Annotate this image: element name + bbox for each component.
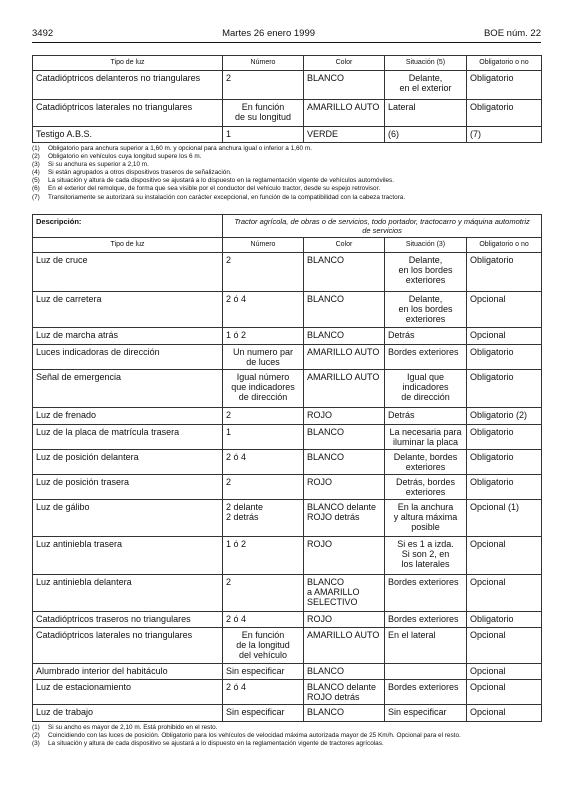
- cell-situacion: Delante, en el exterior: [385, 71, 467, 100]
- description-label: Descripción:: [33, 214, 223, 237]
- cell-color: AMARILLO AUTO: [304, 344, 385, 369]
- cell-tipo: Luz de trabajo: [33, 704, 223, 721]
- cell-numero: 2: [223, 252, 304, 291]
- cell-obligatorio: Opcional: [467, 574, 542, 611]
- footnote: [32, 194, 541, 202]
- cell-obligatorio: Obligatorio: [467, 100, 542, 127]
- cell-tipo: Alumbrado interior del habitáculo: [33, 663, 223, 679]
- footnote-number: (6): [32, 185, 40, 193]
- footnote: [32, 177, 541, 185]
- cell-color: BLANCO: [304, 704, 385, 721]
- column-header-row: [33, 237, 542, 252]
- cell-tipo: Luz antiniebla trasera: [33, 536, 223, 574]
- cell-color: BLANCO a AMARILLO SELECTIVO: [304, 574, 385, 611]
- footnote-text: Si están agrupados a otros dispositivos traseros de señalización.: [48, 169, 232, 177]
- issue-date: Martes 26 enero 1999: [222, 28, 316, 39]
- column-header: Situación (5): [385, 56, 467, 71]
- cell-numero: 2: [223, 574, 304, 611]
- cell-situacion: Delante, bordes exteriores: [385, 449, 467, 474]
- cell-tipo: Luz de la placa de matrícula trasera: [33, 424, 223, 449]
- cell-situacion: Lateral: [385, 100, 467, 127]
- table-row: [33, 127, 542, 143]
- table-row: [33, 499, 542, 536]
- cell-tipo: Luz antiniebla delantera: [33, 574, 223, 611]
- footnote-text: La situación y altura de cada dispositivo se ajustará a lo dispuesto en la reglamentación vigente de vehículos automóviles.: [48, 177, 395, 185]
- cell-situacion: Delante, en los bordes exteriores: [385, 252, 467, 291]
- cell-color: BLANCO: [304, 327, 385, 344]
- cell-obligatorio: Obligatorio: [467, 369, 542, 407]
- footnote: [32, 153, 541, 161]
- column-header: Color: [304, 56, 385, 71]
- page-header: [32, 28, 541, 41]
- page-number: 3492: [32, 28, 54, 39]
- footnote: [32, 724, 541, 732]
- footnote-number: (2): [32, 731, 40, 739]
- column-header: Tipo de luz: [33, 56, 223, 71]
- cell-numero: 2 ó 4: [223, 291, 304, 327]
- table-row: [33, 449, 542, 474]
- cell-color: BLANCO: [304, 252, 385, 291]
- cell-obligatorio: Opcional: [467, 536, 542, 574]
- journal-number: BOE núm. 22: [483, 28, 541, 39]
- table-row: [33, 611, 542, 627]
- cell-tipo: Catadióptricos traseros no triangulares: [33, 611, 223, 627]
- cell-situacion: Bordes exteriores: [385, 574, 467, 611]
- cell-tipo: Luz de marcha atrás: [33, 327, 223, 344]
- footnote-text: Si su anchura es superior a 2,10 m.: [48, 161, 149, 169]
- cell-tipo: Luz de cruce: [33, 252, 223, 291]
- cell-numero: 2 ó 4: [223, 679, 304, 704]
- table-row: [33, 369, 542, 407]
- column-header: Obligatorio o no: [467, 237, 542, 252]
- cell-obligatorio: Obligatorio: [467, 71, 542, 100]
- cell-numero: Sin especificar: [223, 663, 304, 679]
- cell-tipo: Luces indicadoras de dirección: [33, 344, 223, 369]
- lights-table-1: [32, 55, 542, 143]
- table-row: [33, 679, 542, 704]
- table-row: [33, 407, 542, 424]
- footnote-number: (3): [32, 161, 40, 169]
- table-row: [33, 424, 542, 449]
- cell-tipo: Luz de posición trasera: [33, 474, 223, 499]
- table-2-notes: [32, 724, 541, 748]
- table-row: [33, 327, 542, 344]
- footnote-text: La situación y altura de cada dispositivo se ajustará a lo dispuesto en la reglamentación vigente de tractores agrícolas.: [48, 739, 384, 747]
- cell-color: BLANCO: [304, 71, 385, 100]
- cell-numero: Un numero par de luces: [223, 344, 304, 369]
- page: [32, 28, 541, 748]
- cell-tipo: Luz de estacionamiento: [33, 679, 223, 704]
- footnote-number: (1): [32, 145, 40, 152]
- cell-situacion: Si es 1 a izda. Si son 2, en los laterales: [385, 536, 467, 574]
- cell-color: ROJO: [304, 611, 385, 627]
- cell-situacion: Bordes exteriores: [385, 611, 467, 627]
- cell-color: VERDE: [304, 127, 385, 143]
- cell-color: AMARILLO AUTO: [304, 369, 385, 407]
- cell-tipo: Catadióptricos delanteros no triangulares: [33, 71, 223, 100]
- cell-numero: Sin especificar: [223, 704, 304, 721]
- cell-color: ROJO: [304, 407, 385, 424]
- cell-tipo: Señal de emergencia: [33, 369, 223, 407]
- column-header: Número: [223, 56, 304, 71]
- footnote: [32, 161, 541, 169]
- footnote-text: Obligatorio en vehículos cuya longitud supere los 6 m.: [48, 153, 202, 161]
- cell-obligatorio: Obligatorio: [467, 252, 542, 291]
- cell-obligatorio: (7): [467, 127, 542, 143]
- footnote: [32, 732, 541, 740]
- footnote-number: (7): [32, 193, 40, 201]
- cell-color: BLANCO: [304, 663, 385, 679]
- table-row: [33, 474, 542, 499]
- cell-situacion: En el lateral: [385, 627, 467, 663]
- cell-obligatorio: Obligatorio: [467, 474, 542, 499]
- cell-obligatorio: Opcional: [467, 327, 542, 344]
- footnote-text: En el exterior del remolque, de forma que sea visible por el conductor del vehículo tractor, desde su espejo retrovisor.: [48, 185, 381, 193]
- cell-tipo: Luz de frenado: [33, 407, 223, 424]
- table-1-notes: [32, 145, 541, 202]
- cell-situacion: Detrás, bordes exteriores: [385, 474, 467, 499]
- cell-numero: Igual número que indicadores de dirección: [223, 369, 304, 407]
- cell-obligatorio: Opcional: [467, 627, 542, 663]
- cell-obligatorio: Obligatorio: [467, 611, 542, 627]
- cell-situacion: En la anchura y altura máxima posible: [385, 499, 467, 536]
- cell-tipo: Testigo A.B.S.: [33, 127, 223, 143]
- cell-color: AMARILLO AUTO: [304, 627, 385, 663]
- cell-numero: 2: [223, 407, 304, 424]
- cell-numero: En función de la longitud del vehículo: [223, 627, 304, 663]
- table-row: [33, 536, 542, 574]
- cell-tipo: Luz de posición delantera: [33, 449, 223, 474]
- cell-numero: 1 ó 2: [223, 536, 304, 574]
- cell-obligatorio: Opcional: [467, 291, 542, 327]
- cell-color: BLANCO: [304, 449, 385, 474]
- cell-tipo: Catadióptricos laterales no triangulares: [33, 627, 223, 663]
- lights-table-2: [32, 214, 542, 722]
- cell-color: BLANCO delante ROJO detrás: [304, 679, 385, 704]
- cell-obligatorio: Opcional (1): [467, 499, 542, 536]
- cell-numero: 1 ó 2: [223, 327, 304, 344]
- footnote-number: (3): [32, 739, 40, 747]
- cell-situacion: [385, 663, 467, 679]
- cell-color: ROJO: [304, 536, 385, 574]
- column-header: Color: [304, 237, 385, 252]
- header-rule: [32, 42, 541, 43]
- cell-situacion: Igual que indicadores de dirección: [385, 369, 467, 407]
- cell-color: BLANCO delante ROJO detrás: [304, 499, 385, 536]
- table-row: [33, 663, 542, 679]
- cell-obligatorio: Opcional: [467, 663, 542, 679]
- column-header: Obligatorio o no: [467, 56, 542, 71]
- cell-situacion: Bordes exteriores: [385, 679, 467, 704]
- column-header: Número: [223, 237, 304, 252]
- cell-numero: 2 ó 4: [223, 611, 304, 627]
- table-row: [33, 704, 542, 721]
- cell-color: ROJO: [304, 474, 385, 499]
- cell-situacion: La necesaria para iluminar la placa: [385, 424, 467, 449]
- cell-color: AMARILLO AUTO: [304, 100, 385, 127]
- cell-situacion: Delante, en los bordes exteriores: [385, 291, 467, 327]
- table-row: [33, 574, 542, 611]
- footnote: [32, 145, 541, 153]
- cell-numero: 2: [223, 71, 304, 100]
- table-row: [33, 252, 542, 291]
- column-header: Tipo de luz: [33, 237, 223, 252]
- cell-tipo: Luz de gálibo: [33, 499, 223, 536]
- cell-obligatorio: Opcional: [467, 704, 542, 721]
- cell-numero: En función de su longitud: [223, 100, 304, 127]
- cell-situacion: (6): [385, 127, 467, 143]
- table-row: [33, 291, 542, 327]
- table-row: [33, 71, 542, 100]
- footnote-text: Transitoriamente se autorizará su instalación con carácter excepcional, en función de la compatibilidad con la cabeza tractora.: [48, 193, 406, 201]
- cell-numero: 1: [223, 127, 304, 143]
- footnote: [32, 740, 541, 748]
- cell-situacion: Sin especificar: [385, 704, 467, 721]
- description-row: [33, 214, 542, 237]
- footnote-number: (5): [32, 177, 40, 185]
- footnote-text: Obligatorio para anchura superior a 1,60 m. y opcional para anchura igual o inferior a 1,60 m.: [48, 145, 312, 152]
- cell-tipo: Luz de carretera: [33, 291, 223, 327]
- footnote-text: Si su ancho es mayor de 2,10 m. Está prohibido en el resto.: [48, 723, 218, 731]
- table-row: [33, 344, 542, 369]
- table-row: [33, 100, 542, 127]
- footnote: [32, 185, 541, 193]
- cell-obligatorio: Obligatorio (2): [467, 407, 542, 424]
- column-header-row: [33, 56, 542, 71]
- description-value: Tractor agrícola, de obras o de servicios, todo portador, tractocarro y máquina automotriz de servicios: [223, 214, 542, 237]
- cell-color: BLANCO: [304, 424, 385, 449]
- cell-obligatorio: Obligatorio: [467, 344, 542, 369]
- cell-numero: 1: [223, 424, 304, 449]
- cell-obligatorio: Obligatorio: [467, 424, 542, 449]
- table-row: [33, 627, 542, 663]
- cell-situacion: Detrás: [385, 327, 467, 344]
- cell-numero: 2 delante 2 detrás: [223, 499, 304, 536]
- cell-situacion: Bordes exteriores: [385, 344, 467, 369]
- cell-color: BLANCO: [304, 291, 385, 327]
- footnote-number: (2): [32, 153, 40, 161]
- cell-numero: 2: [223, 474, 304, 499]
- cell-tipo: Catadióptricos laterales no triangulares: [33, 100, 223, 127]
- cell-obligatorio: Obligatorio: [467, 449, 542, 474]
- cell-numero: 2 ó 4: [223, 449, 304, 474]
- footnote-number: (4): [32, 169, 40, 177]
- cell-situacion: Detrás: [385, 407, 467, 424]
- footnote-number: (1): [32, 723, 40, 731]
- footnote-text: Coincidiendo con las luces de posición. Obligatorio para los vehículos de velocidad máxima autorizada mayor de 25 Km/h. Opcional para el resto.: [48, 731, 461, 739]
- cell-obligatorio: Opcional: [467, 679, 542, 704]
- column-header: Situación (3): [385, 237, 467, 252]
- footnote: [32, 169, 541, 177]
